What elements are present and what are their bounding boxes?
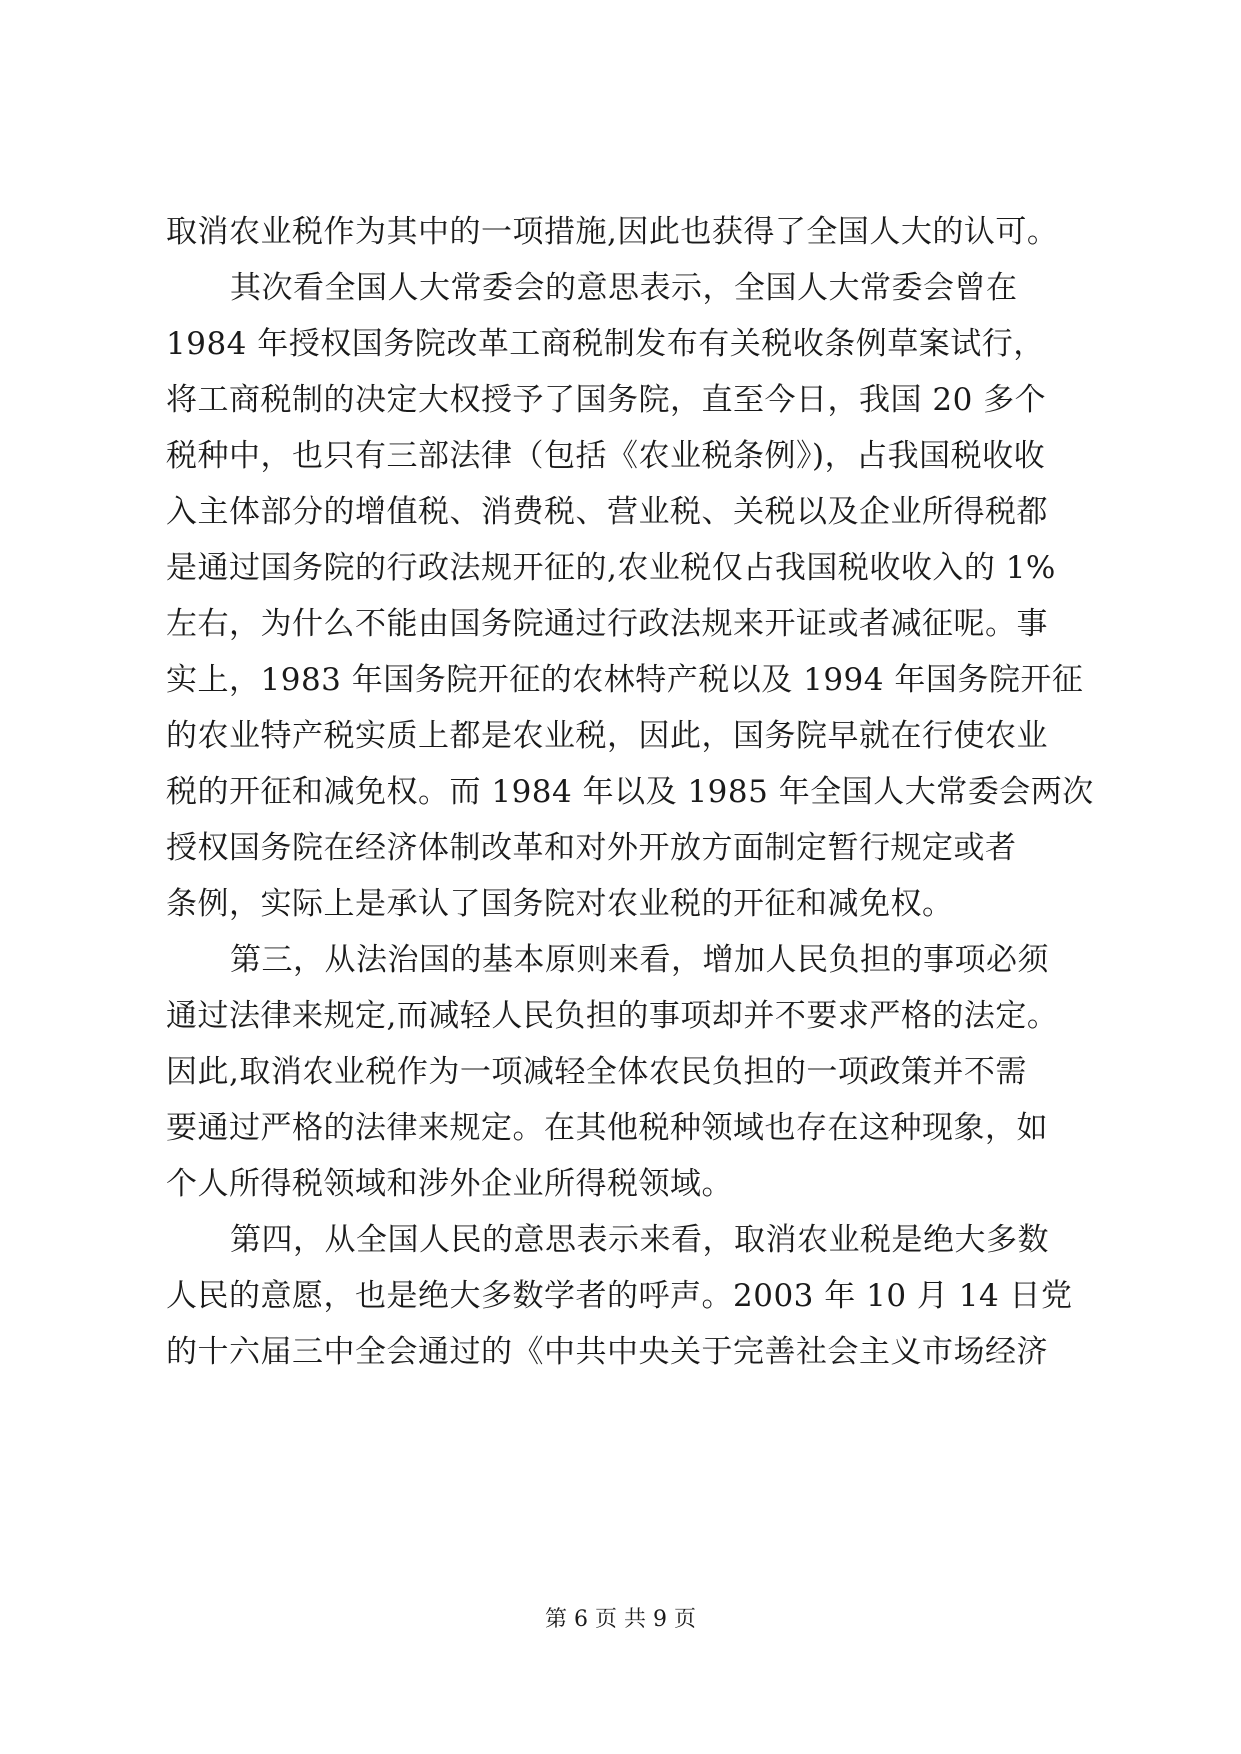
text-line-12: 授权国务院在经济体制改革和对外开放方面制定暂行规定或者 (166, 830, 1017, 866)
text-line-6: 入主体部分的增值税、消费税、营业税、关税以及企业所得税都 (166, 494, 1048, 530)
text-line-4: 将工商税制的决定大权授予了国务院，直至今日，我国 20 多个 (166, 382, 1047, 418)
text-line-8: 左右，为什么不能由国务院通过行政法规来开证或者减征呢。事 (166, 606, 1048, 642)
text-line-3: 1984 年授权国务院改革工商税制发布有关税收条例草案试行， (166, 326, 1045, 362)
text-line-15: 通过法律来规定,而减轻人民负担的事项却并不要求严格的法定。 (166, 998, 1059, 1034)
text-line-9: 实上，1983 年国务院开征的农林特产税以及 1994 年国务院开征 (166, 662, 1084, 698)
text-line-21: 的十六届三中全会通过的《中共中央关于完善社会主义市场经济 (166, 1334, 1048, 1370)
text-line-20: 人民的意愿，也是绝大多数学者的呼声。2003 年 10 月 14 日党 (166, 1278, 1073, 1314)
text-line-16: 因此,取消农业税作为一项减轻全体农民负担的一项政策并不需 (166, 1054, 1027, 1090)
paragraph-3-line-1: 第三，从法治国的基本原则来看，增加人民负担的事项必须 (230, 942, 1049, 978)
page-number-footer: 第 6 页 共 9 页 (545, 1607, 696, 1632)
text-line-11: 税的开征和减免权。而 1984 年以及 1985 年全国人大常委会两次 (166, 774, 1094, 810)
paragraph-2-line-1: 其次看全国人大常委会的意思表示，全国人大常委会曾在 (230, 270, 1018, 306)
text-line-18: 个人所得税领域和涉外企业所得税领域。 (166, 1166, 733, 1202)
text-line-13: 条例，实际上是承认了国务院对农业税的开征和减免权。 (166, 886, 954, 922)
text-line-7: 是通过国务院的行政法规开征的,农业税仅占我国税收收入的 1% (166, 550, 1056, 586)
text-line-17: 要通过严格的法律来规定。在其他税种领域也存在这种现象，如 (166, 1110, 1048, 1146)
text-line-1: 取消农业税作为其中的一项措施,因此也获得了全国人大的认可。 (166, 214, 1059, 250)
text-line-5: 税种中，也只有三部法律（包括《农业税条例》)，占我国税收收 (166, 438, 1046, 474)
text-line-10: 的农业特产税实质上都是农业税，因此，国务院早就在行使农业 (166, 718, 1048, 754)
paragraph-4-line-1: 第四，从全国人民的意思表示来看，取消农业税是绝大多数 (230, 1222, 1049, 1258)
